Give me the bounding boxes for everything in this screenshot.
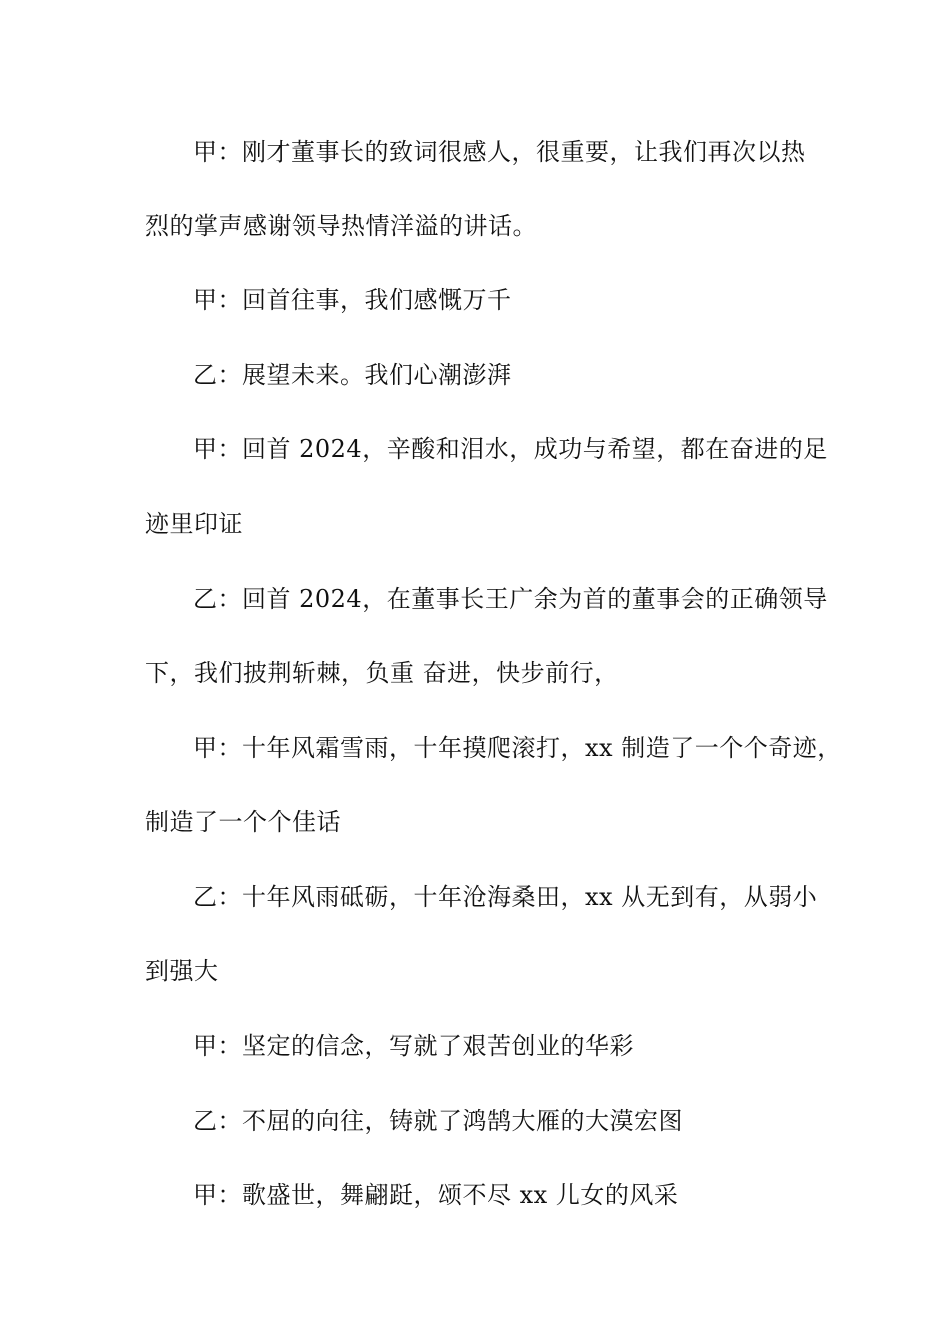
paragraph-line: 下，我们披荆斩棘，负重 奋进，快步前行， [145, 659, 619, 687]
paragraph-line: 烈的掌声感谢领导热情洋溢的讲话。 [145, 212, 537, 240]
paragraph-line: 甲：坚定的信念，写就了艰苦创业的华彩 [193, 1032, 634, 1060]
paragraph-line: 到强大 [145, 957, 219, 985]
paragraph-line: 甲：十年风霜雪雨，十年摸爬滚打，xx 制造了一个个奇迹， [193, 734, 842, 762]
paragraph-line: 乙：十年风雨砥砺，十年沧海桑田，xx 从无到有，从弱小 [193, 883, 818, 911]
paragraph-line: 甲：回首 2024，辛酸和泪水，成功与希望，都在奋进的足 [193, 435, 828, 463]
paragraph-line: 迹里印证 [145, 510, 243, 538]
paragraph-line: 乙：回首 2024，在董事长王广余为首的董事会的正确领导 [193, 585, 828, 613]
paragraph-line: 甲：回首往事，我们感慨万千 [193, 286, 512, 314]
paragraph-line: 乙：展望未来。我们心潮澎湃 [193, 361, 512, 389]
paragraph-line: 制造了一个个佳话 [145, 808, 341, 836]
paragraph-line: 甲：刚才董事长的致词很感人，很重要，让我们再次以热 [193, 138, 806, 166]
paragraph-line: 甲：歌盛世，舞翩跹，颂不尽 xx 儿女的风采 [193, 1181, 679, 1209]
paragraph-line: 乙：不屈的向往，铸就了鸿鹄大雁的大漠宏图 [193, 1107, 683, 1135]
